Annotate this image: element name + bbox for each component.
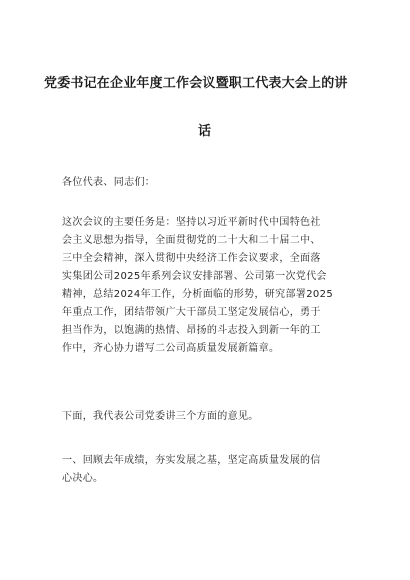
- document-title-line-2: 话: [198, 124, 212, 139]
- paragraph-line: 年重点工作，团结带领广大干部员工坚定发展信心，勇于: [62, 307, 321, 318]
- paragraph-main-task: [62, 214, 357, 358]
- paragraph-line: 心决心。: [62, 473, 104, 484]
- paragraph-line: 担当作为，以饱满的热情、昂扬的斗志投入到新一年的工: [62, 325, 321, 336]
- paragraph-line: 会主义思想为指导，全面贯彻党的二十大和二十届二中、: [62, 235, 321, 246]
- paragraph-line: 这次会议的主要任务是：坚持以习近平新时代中国特色社: [62, 217, 321, 228]
- paragraph-line: 一、回顾去年成绩，夯实发展之基，坚定高质量发展的信: [62, 455, 321, 466]
- paragraph-line: 实集团公司2025年系列会议安排部署、公司第一次党代会: [62, 271, 327, 282]
- document-title-line-1: 党委书记在企业年度工作会议暨职工代表大会上的讲: [44, 76, 348, 91]
- paragraph-intro: 下面，我代表公司党委讲三个方面的意见。: [62, 411, 259, 422]
- paragraph-line: 精神，总结2024年工作，分析面临的形势，研究部署2025: [62, 289, 334, 300]
- section-heading-one: [62, 452, 357, 488]
- paragraph-line: 作中，齐心协力谱写二公司高质量发展新篇章。: [62, 343, 280, 354]
- paragraph-line: 三中全会精神，深入贯彻中央经济工作会议要求，全面落: [62, 253, 321, 264]
- salutation: 各位代表、同志们：: [62, 177, 156, 188]
